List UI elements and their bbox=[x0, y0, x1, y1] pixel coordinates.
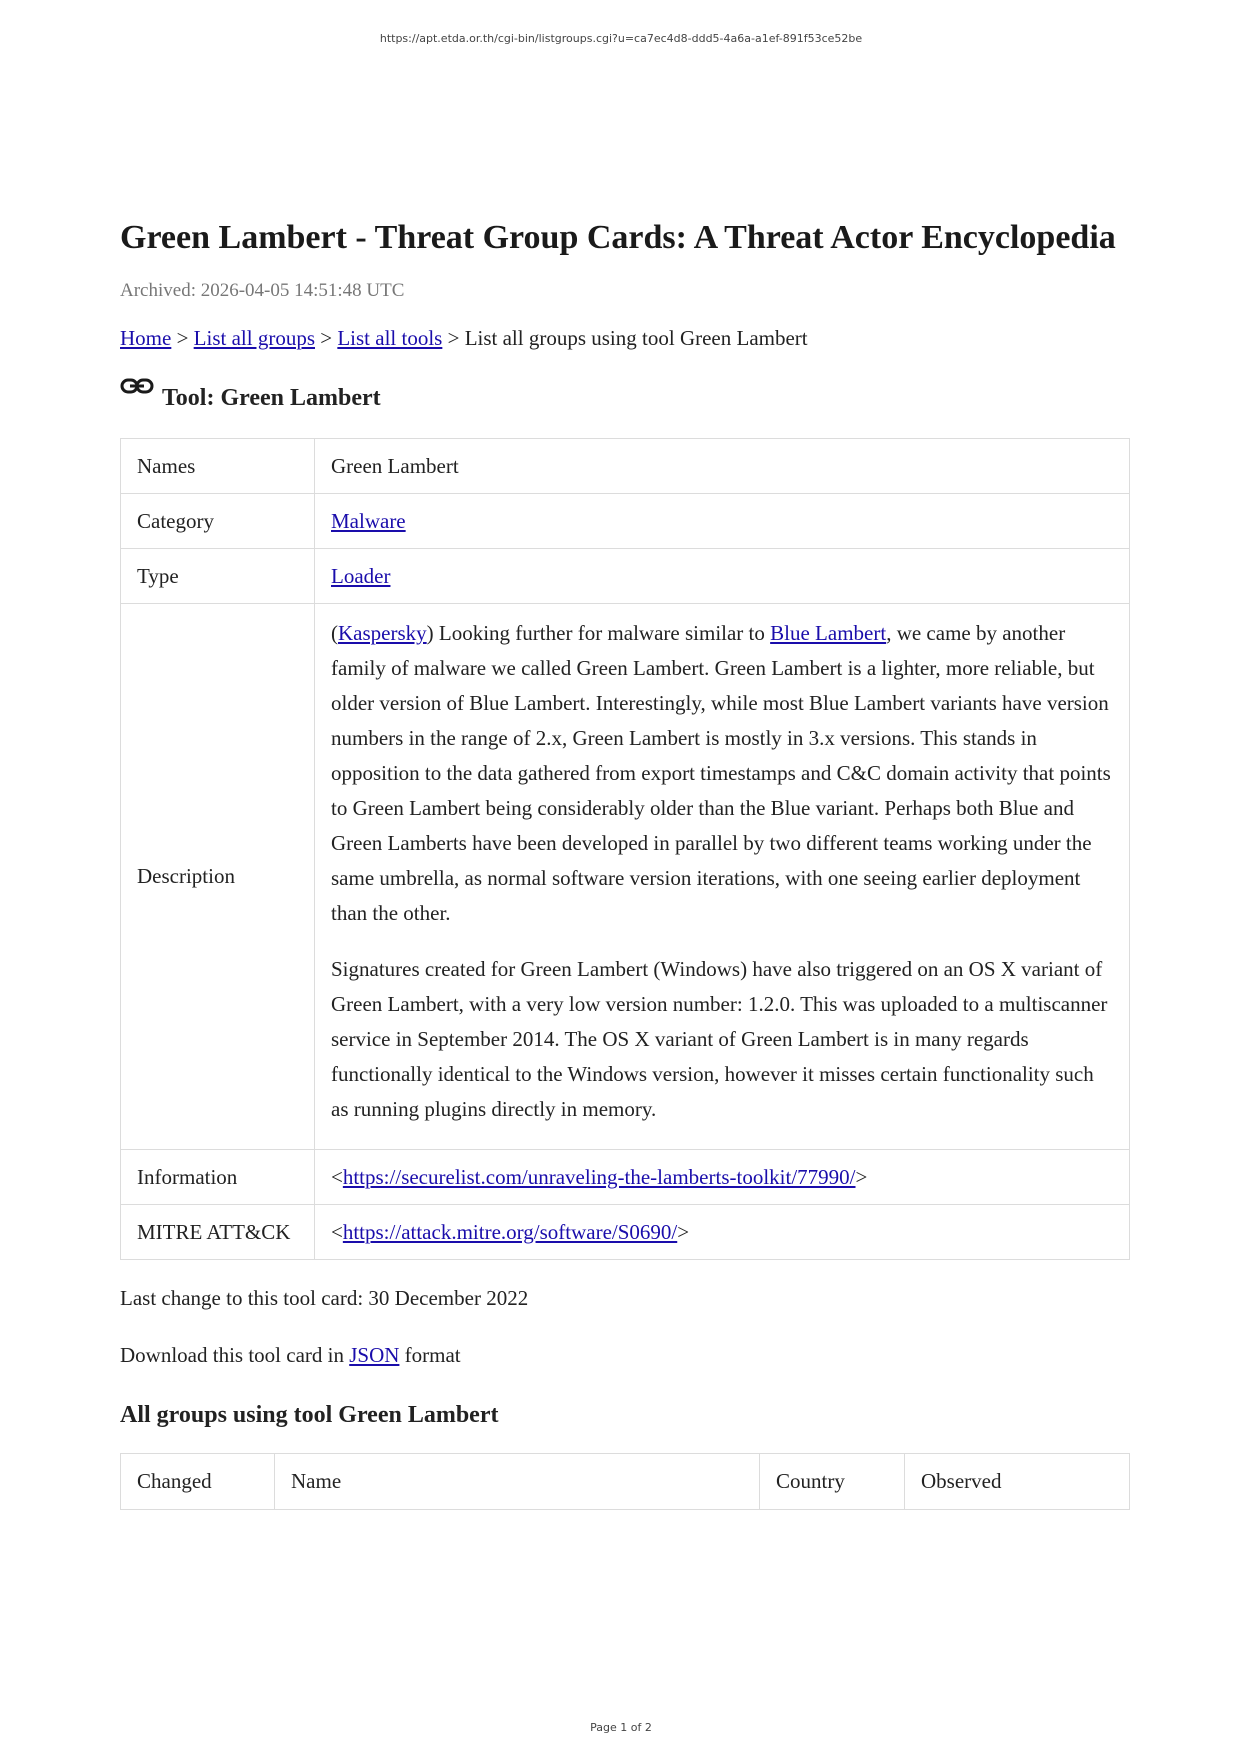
breadcrumb-groups-link[interactable]: List all groups bbox=[193, 326, 315, 350]
kaspersky-link[interactable]: Kaspersky bbox=[338, 621, 427, 645]
tool-info-table bbox=[120, 438, 1130, 1260]
breadcrumb-current: List all groups using tool Green Lambert bbox=[464, 326, 808, 350]
breadcrumb-separator: > bbox=[320, 326, 333, 350]
column-header-country[interactable]: Country bbox=[760, 1454, 905, 1510]
mitre-link[interactable]: https://attack.mitre.org/software/S0690/ bbox=[342, 1219, 678, 1244]
description-label: Description bbox=[121, 604, 315, 1150]
category-cell bbox=[315, 494, 1130, 549]
json-download-link[interactable]: JSON bbox=[349, 1343, 400, 1367]
angle-close: > bbox=[677, 1219, 690, 1244]
names-value: Green Lambert bbox=[315, 439, 1130, 494]
table-row bbox=[121, 439, 1130, 494]
breadcrumb-home-link[interactable]: Home bbox=[120, 326, 172, 350]
category-label: Category bbox=[121, 494, 315, 549]
archived-timestamp: Archived: 2026-04-05 14:51:48 UTC bbox=[120, 280, 405, 301]
download-text: Download this tool card in bbox=[120, 1343, 350, 1367]
table-header-row bbox=[121, 1454, 1130, 1510]
last-change: Last change to this tool card: 30 December 2022 bbox=[120, 1286, 529, 1310]
angle-open: < bbox=[331, 1164, 343, 1189]
tool-heading bbox=[120, 385, 1130, 412]
column-header-name[interactable]: Name bbox=[275, 1454, 760, 1510]
information-link[interactable]: https://securelist.com/unraveling-the-lamberts-toolkit/77990/ bbox=[342, 1164, 856, 1189]
table-row bbox=[121, 1150, 1130, 1205]
type-link[interactable]: Loader bbox=[331, 563, 391, 588]
mitre-label: MITRE ATT&CK bbox=[121, 1205, 315, 1260]
main-content bbox=[120, 210, 1130, 1510]
names-label: Names bbox=[121, 439, 315, 494]
type-cell bbox=[315, 549, 1130, 604]
groups-table bbox=[120, 1453, 1130, 1510]
page-url-header: https://apt.etda.or.th/cgi-bin/listgroups.cgi?u=ca7ec4d8-ddd5-4a6a-a1ef-891f53ce52be bbox=[379, 32, 863, 45]
blue-lambert-link[interactable]: Blue Lambert bbox=[770, 621, 887, 645]
table-row bbox=[121, 1205, 1130, 1260]
description-cell bbox=[315, 604, 1130, 1150]
mitre-cell bbox=[315, 1205, 1130, 1260]
type-label: Type bbox=[121, 549, 315, 604]
angle-open: < bbox=[331, 1219, 343, 1244]
description-text: ) Looking further for malware similar to bbox=[426, 621, 771, 645]
information-label: Information bbox=[121, 1150, 315, 1205]
breadcrumb bbox=[120, 326, 1130, 351]
description-paragraph: Signatures created for Green Lambert (Windows) have also triggered on an OS X variant of Green Lambert, with a very low version number: 1.2.0. This was uploaded to a multiscanner service in September 2014. The OS X variant of Green Lambert is in many regards functionally identical to the Windows version, however it misses certain functionality such as running plugins directly in memory. bbox=[331, 957, 1108, 1121]
link-icon bbox=[120, 375, 154, 399]
category-link[interactable]: Malware bbox=[331, 508, 406, 533]
breadcrumb-tools-link[interactable]: List all tools bbox=[337, 326, 443, 350]
column-header-changed[interactable]: Changed bbox=[121, 1454, 275, 1510]
angle-close: > bbox=[855, 1164, 868, 1189]
table-row bbox=[121, 604, 1130, 1150]
description-paragraph bbox=[331, 616, 1113, 931]
tool-heading-text: Tool: Green Lambert bbox=[162, 385, 381, 411]
groups-heading: All groups using tool Green Lambert bbox=[120, 1402, 499, 1428]
column-header-observed[interactable]: Observed bbox=[905, 1454, 1130, 1510]
page-title: Green Lambert - Threat Group Cards: A Threat Actor Encyclopedia bbox=[120, 219, 1116, 256]
table-row bbox=[121, 549, 1130, 604]
download-text: format bbox=[399, 1343, 461, 1367]
description-text: , we came by another family of malware we called Green Lambert. Green Lambert is a lighter, more reliable, but older version of Blue Lambert. Interestingly, while most Blue Lambert variants have version numbers in the range of 2.x, Green Lambert is mostly in 3.x versions. This stands in opposition to the data gathered from export timestamps and C&C domain activity that points to Green Lambert being considerably older than the Blue variant. Perhaps both Blue and Green Lamberts have been developed in parallel by two different teams working under the same umbrella, as normal software version iterations, with one seeing earlier deployment than the other. bbox=[331, 621, 1111, 925]
download-line bbox=[120, 1343, 1130, 1368]
information-cell bbox=[315, 1150, 1130, 1205]
breadcrumb-separator: > bbox=[447, 326, 460, 350]
table-row bbox=[121, 494, 1130, 549]
page-number: Page 1 of 2 bbox=[590, 1721, 652, 1734]
paren: ( bbox=[331, 621, 338, 645]
breadcrumb-separator: > bbox=[176, 326, 189, 350]
